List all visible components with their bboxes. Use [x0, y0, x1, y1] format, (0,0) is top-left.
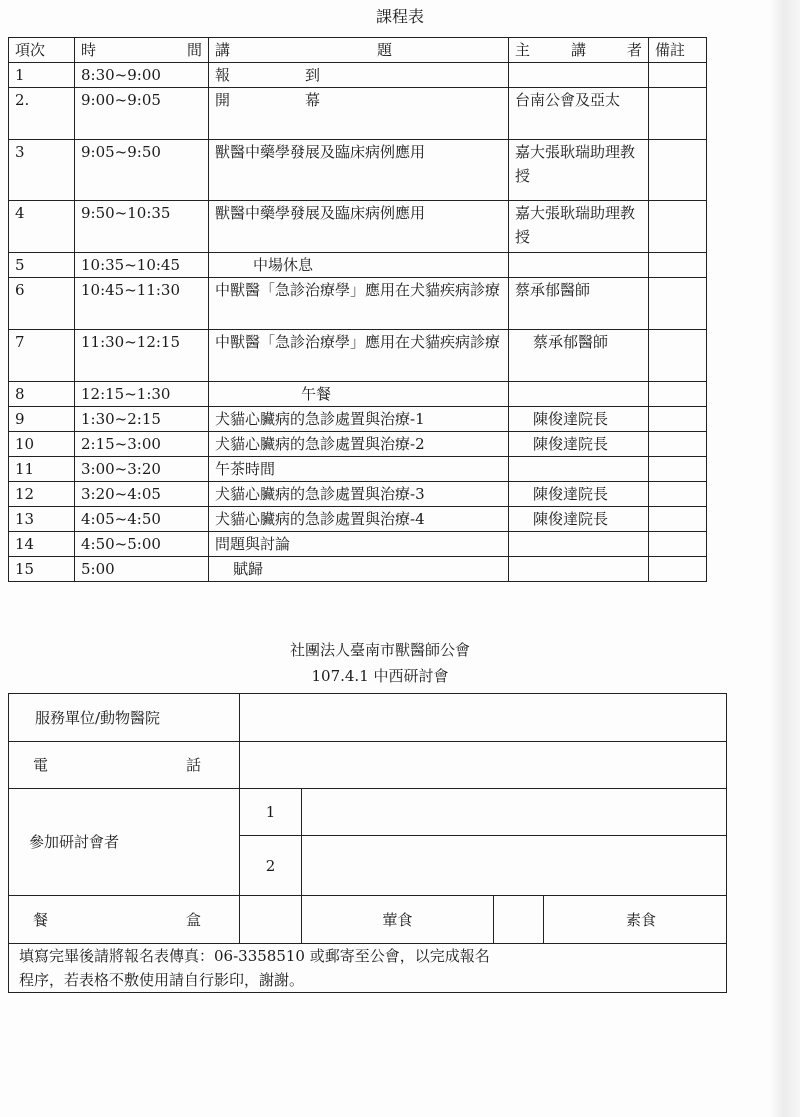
table-row — [9, 140, 707, 201]
form-row-notes — [9, 944, 727, 993]
row-topic: 犬貓心臟病的急診處置與治療-3 — [209, 482, 509, 507]
unit-input[interactable] — [240, 694, 727, 742]
phone-label: 電 話 — [9, 742, 240, 789]
row-remarks — [649, 278, 707, 330]
row-topic: 犬貓心臟病的急診處置與治療-1 — [209, 407, 509, 432]
attendee-2-number: 2 — [240, 836, 302, 896]
attendees-label: 參加研討會者 — [9, 789, 240, 896]
veg-label: 素食 — [544, 896, 727, 944]
row-remarks — [649, 253, 707, 278]
row-time: 12:15~1:30 — [75, 382, 209, 407]
header-no: 項次 — [9, 38, 75, 63]
row-no: 10 — [9, 432, 75, 457]
row-topic: 開 幕 — [209, 88, 509, 140]
row-no: 5 — [9, 253, 75, 278]
row-speaker — [509, 557, 649, 582]
row-speaker — [509, 457, 649, 482]
form-row-lunch — [9, 896, 727, 944]
row-time: 3:20~4:05 — [75, 482, 209, 507]
row-time: 4:05~4:50 — [75, 507, 209, 532]
attendee-1-number: 1 — [240, 789, 302, 836]
form-row-phone — [9, 742, 727, 789]
table-row — [9, 63, 707, 88]
row-speaker — [509, 382, 649, 407]
row-no: 3 — [9, 140, 75, 201]
row-time: 2:15~3:00 — [75, 432, 209, 457]
row-topic: 中獸醫「急診治療學」應用在犬貓疾病診療 — [209, 278, 509, 330]
table-row — [9, 457, 707, 482]
row-speaker: 陳俊達院長 — [509, 432, 649, 457]
header-speaker: 主 講 者 — [509, 38, 649, 63]
row-topic: 賦歸 — [209, 557, 509, 582]
row-remarks — [649, 507, 707, 532]
row-speaker — [509, 532, 649, 557]
registration-form — [8, 693, 727, 993]
row-time: 5:00 — [75, 557, 209, 582]
event-name: 107.4.1 中西研討會 — [311, 667, 449, 685]
meat-label: 葷食 — [302, 896, 494, 944]
attendee-2-input[interactable] — [302, 836, 727, 896]
row-remarks — [649, 140, 707, 201]
row-speaker: 台南公會及亞太 — [509, 88, 649, 140]
row-speaker — [509, 63, 649, 88]
veg-check[interactable] — [494, 896, 544, 944]
row-remarks — [649, 330, 707, 382]
row-no: 12 — [9, 482, 75, 507]
unit-label: 服務單位/動物醫院 — [9, 694, 240, 742]
row-topic: 獸醫中藥學發展及臨床病例應用 — [209, 140, 509, 201]
row-time: 4:50~5:00 — [75, 532, 209, 557]
table-row — [9, 482, 707, 507]
row-time: 10:45~11:30 — [75, 278, 209, 330]
row-no: 14 — [9, 532, 75, 557]
meat-check[interactable] — [240, 896, 302, 944]
row-no: 11 — [9, 457, 75, 482]
row-remarks — [649, 557, 707, 582]
row-no: 1 — [9, 63, 75, 88]
row-time: 9:05~9:50 — [75, 140, 209, 201]
row-time: 9:50~10:35 — [75, 201, 209, 253]
attendee-1-input[interactable] — [302, 789, 727, 836]
row-time: 11:30~12:15 — [75, 330, 209, 382]
row-speaker: 陳俊達院長 — [509, 482, 649, 507]
row-remarks — [649, 532, 707, 557]
organizer-block — [0, 637, 760, 689]
row-topic: 中獸醫「急診治療學」應用在犬貓疾病診療 — [209, 330, 509, 382]
organizer-name: 社團法人臺南市獸醫師公會 — [289, 641, 470, 659]
row-topic: 報 到 — [209, 63, 509, 88]
row-no: 7 — [9, 330, 75, 382]
table-row — [9, 278, 707, 330]
row-speaker: 蔡承郁醫師 — [509, 330, 649, 382]
row-topic: 犬貓心臟病的急診處置與治療-2 — [209, 432, 509, 457]
row-speaker — [509, 253, 649, 278]
row-speaker: 蔡承郁醫師 — [509, 278, 649, 330]
table-row — [9, 557, 707, 582]
schedule-table — [8, 37, 707, 582]
table-row — [9, 407, 707, 432]
row-topic: 問題與討論 — [209, 532, 509, 557]
table-row — [9, 201, 707, 253]
row-time: 1:30~2:15 — [75, 407, 209, 432]
row-no: 6 — [9, 278, 75, 330]
row-no: 2. — [9, 88, 75, 140]
row-remarks — [649, 407, 707, 432]
form-row-unit — [9, 694, 727, 742]
row-remarks — [649, 382, 707, 407]
row-speaker: 陳俊達院長 — [509, 507, 649, 532]
header-remarks: 備註 — [649, 38, 707, 63]
row-topic: 犬貓心臟病的急診處置與治療-4 — [209, 507, 509, 532]
phone-input[interactable] — [240, 742, 727, 789]
page-title: 課程表 — [375, 7, 424, 26]
row-speaker: 嘉大張耿瑞助理教授 — [509, 201, 649, 253]
header-topic: 講 題 — [209, 38, 509, 63]
row-topic: 中場休息 — [209, 253, 509, 278]
row-no: 13 — [9, 507, 75, 532]
instructions-line-2: 程序，若表格不敷使用請自行影印，謝謝。 — [19, 971, 305, 989]
row-remarks — [649, 201, 707, 253]
page-edge-shadow — [770, 0, 800, 1117]
row-no: 4 — [9, 201, 75, 253]
row-no: 8 — [9, 382, 75, 407]
row-topic: 午茶時間 — [209, 457, 509, 482]
row-time: 10:35~10:45 — [75, 253, 209, 278]
instructions — [9, 944, 727, 993]
row-topic: 午餐 — [209, 382, 509, 407]
table-row — [9, 432, 707, 457]
row-no: 15 — [9, 557, 75, 582]
row-topic: 獸醫中藥學發展及臨床病例應用 — [209, 201, 509, 253]
header-time: 時 間 — [75, 38, 209, 63]
table-row — [9, 532, 707, 557]
table-row — [9, 330, 707, 382]
row-time: 3:00~3:20 — [75, 457, 209, 482]
instructions-line-1: 填寫完畢後請將報名表傳真：06-3358510 或郵寄至公會，以完成報名 — [19, 947, 490, 965]
row-remarks — [649, 63, 707, 88]
row-no: 9 — [9, 407, 75, 432]
table-row — [9, 382, 707, 407]
row-remarks — [649, 432, 707, 457]
schedule-header-row — [9, 38, 707, 63]
row-remarks — [649, 482, 707, 507]
table-row — [9, 253, 707, 278]
row-speaker: 嘉大張耿瑞助理教授 — [509, 140, 649, 201]
form-row-attendee-1 — [9, 789, 727, 836]
row-speaker: 陳俊達院長 — [509, 407, 649, 432]
lunch-label: 餐 盒 — [9, 896, 240, 944]
row-time: 8:30~9:00 — [75, 63, 209, 88]
table-row — [9, 507, 707, 532]
row-time: 9:00~9:05 — [75, 88, 209, 140]
row-remarks — [649, 88, 707, 140]
table-row — [9, 88, 707, 140]
row-remarks — [649, 457, 707, 482]
